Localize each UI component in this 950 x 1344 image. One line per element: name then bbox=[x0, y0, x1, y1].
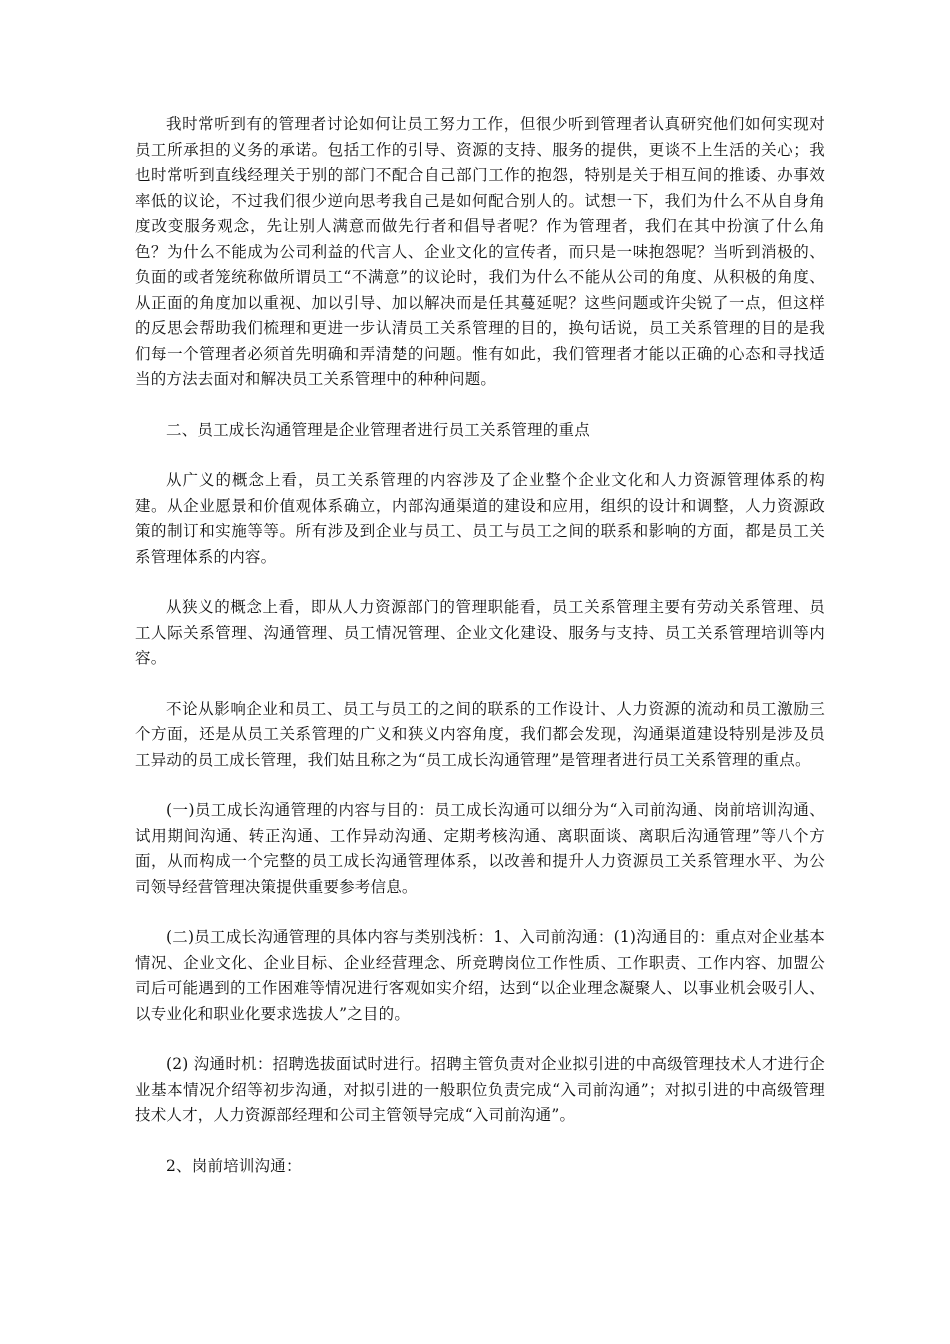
paragraph-content-purpose: (一)员工成长沟通管理的内容与目的：员工成长沟通可以细分为“入司前沟通、岗前培训沟通、试用期间沟通、转正沟通、工作异动沟通、定期考核沟通、离职面谈、离职后沟通管理”等八个方面，从而构成一个完整的员工成长沟通管理体系，以改善和提升人力资源员工关系管理水平、为公司领导经营管理决策提供重要参考信息。 bbox=[135, 801, 825, 896]
paragraph-communication-timing: (2) 沟通时机：招聘选拔面试时进行。招聘主管负责对企业拟引进的中高级管理技术人才进行企业基本情况介绍等初步沟通，对拟引进的一般职位负责完成“入司前沟通”；对拟引进的中高级管理技术人才，人力资源部经理和公司主管领导完成“入司前沟通”。 bbox=[135, 1055, 825, 1124]
document-body bbox=[135, 112, 825, 1204]
paragraph-narrow-concept: 从狭义的概念上看，即从人力资源部门的管理职能看，员工关系管理主要有劳动关系管理、员工人际关系管理、沟通管理、员工情况管理、企业文化建设、服务与支持、员工关系管理培训等内容。 bbox=[135, 598, 825, 667]
paragraph-specific-content: (二)员工成长沟通管理的具体内容与类别浅析：1、入司前沟通：(1)沟通目的：重点对企业基本情况、企业文化、企业目标、企业经营理念、所竞聘岗位工作性质、工作职责、工作内容、加盟公司后可能遇到的工作困难等情况进行客观如实介绍，达到“以企业理念凝聚人、以事业机会吸引人、以专业化和职业化要求选拔人”之目的。 bbox=[135, 928, 825, 1023]
paragraph-pre-job-training: 2、岗前培训沟通： bbox=[166, 1156, 302, 1175]
paragraph-key-point: 不论从影响企业和员工、员工与员工的之间的联系的工作设计、人力资源的流动和员工激励三个方面，还是从员工关系管理的广义和狭义内容角度，我们都会发现，沟通渠道建设特别是涉及员工异动的员工成长管理，我们姑且称之为“员工成长沟通管理”是管理者进行员工关系管理的重点。 bbox=[135, 699, 825, 769]
paragraph-intro-reflection: 我时常听到有的管理者讨论如何让员工努力工作，但很少听到管理者认真研究他们如何实现对员工所承担的义务的承诺。包括工作的引导、资源的支持、服务的提供，更谈不上生活的关心；我也时常听到直线经理关于别的部门不配合自己部门工作的抱怨，特别是关于相互间的推诿、办事效率低的议论，不过我们很少逆向思考我自己是如何配合别人的。试想一下，我们为什么不从自身角度改变服务观念，先让别人满意而做先行者和倡导者呢？作为管理者，我们在其中扮演了什么角色？为什么不能成为公司利益的代言人、企业文化的宣传者，而只是一味抱怨呢？当听到消极的、负面的或者笼统称做所谓员工“不满意”的议论时，我们为什么不能从公司的角度、从积极的角度、从正面的角度加以重视、加以引导、加以解决而是任其蔓延呢？这些问题或许尖锐了一点，但这样的反思会帮助我们梳理和更进一步认清员工关系管理的目的，换句话说，员工关系管理的目的是我们每一个管理者必须首先明确和弄清楚的问题。惟有如此，我们管理者才能以正确的心态和寻找适当的方法去面对和解决员工关系管理中的种种问题。 bbox=[135, 115, 825, 388]
paragraph-broad-concept: 从广义的概念上看，员工关系管理的内容涉及了企业整个企业文化和人力资源管理体系的构建。从企业愿景和价值观体系确立，内部沟通渠道的建设和应用，组织的设计和调整，人力资源政策的制订和实施等等。所有涉及到企业与员工、员工与员工之间的联系和影响的方面，都是员工关系管理体系的内容。 bbox=[135, 471, 825, 566]
section-heading-2: 二、员工成长沟通管理是企业管理者进行员工关系管理的重点 bbox=[166, 420, 590, 439]
